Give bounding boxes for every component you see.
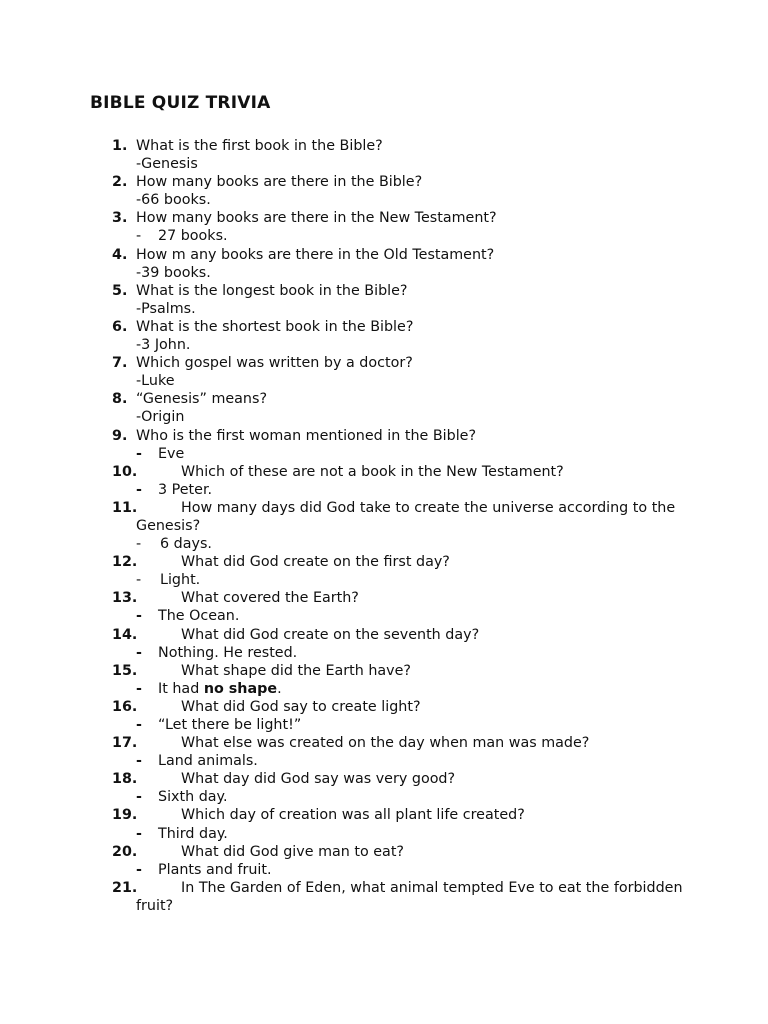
question-number: 4. xyxy=(112,246,128,263)
answer-text: Sixth day. xyxy=(158,789,228,806)
question-number: 16. xyxy=(112,698,138,715)
answer-dash: - xyxy=(136,228,142,245)
answer-line xyxy=(136,372,692,390)
quiz-item xyxy=(112,589,692,625)
answer-dash: - xyxy=(136,156,142,173)
answer-line xyxy=(136,227,692,245)
answer-line xyxy=(136,825,692,843)
question-number: 2. xyxy=(112,174,128,191)
question-text: What is the longest book in the Bible? xyxy=(136,282,408,299)
quiz-item xyxy=(112,499,692,553)
question-number: 3. xyxy=(112,210,128,227)
answer-line xyxy=(136,191,692,209)
question-number: 8. xyxy=(112,391,128,408)
quiz-item xyxy=(112,390,692,426)
answer-dash: - xyxy=(136,445,142,462)
question-text: Who is the first woman mentioned in the Bible? xyxy=(136,427,477,444)
quiz-item xyxy=(112,626,692,662)
answer-dash: - xyxy=(136,608,142,625)
answer-line xyxy=(136,408,692,426)
question-text: What did God create on the seventh day? xyxy=(181,626,480,643)
question-number: 15. xyxy=(112,662,138,679)
question-number: 10. xyxy=(112,463,138,480)
question-number: 9. xyxy=(112,427,128,444)
answer-text: Origin xyxy=(141,409,185,426)
answer-line xyxy=(136,155,692,173)
answer-line xyxy=(136,752,692,770)
answer-dash: - xyxy=(136,337,142,354)
quiz-item xyxy=(112,734,692,770)
quiz-item xyxy=(112,879,692,915)
answer-line xyxy=(136,680,692,698)
quiz-item xyxy=(112,806,692,842)
quiz-item xyxy=(112,246,692,282)
answer-text: 39 books. xyxy=(141,264,211,281)
answer-dash: - xyxy=(136,264,142,281)
answer-dash: - xyxy=(136,536,142,553)
answer-text: Psalms. xyxy=(141,300,196,317)
quiz-item xyxy=(112,463,692,499)
question-text: “Genesis” means? xyxy=(136,391,268,408)
answer-text: 3 John. xyxy=(141,337,191,354)
answer-dash: - xyxy=(136,409,142,426)
answer-line xyxy=(136,607,692,625)
answer-dash: - xyxy=(136,753,142,770)
answer-line xyxy=(136,445,692,463)
question-number: 7. xyxy=(112,355,128,372)
answer-dash: - xyxy=(136,825,142,842)
question-text: How many days did God take to create the universe according to the Genesis? xyxy=(136,499,676,534)
question-text: What is the first book in the Bible? xyxy=(136,138,383,154)
answer-text: Light. xyxy=(160,572,201,589)
answer-dash: - xyxy=(136,680,142,697)
quiz-list xyxy=(112,137,692,915)
answer-line xyxy=(136,571,692,589)
answer-dash: - xyxy=(136,300,142,317)
question-text: What did God give man to eat? xyxy=(181,843,405,860)
question-number: 19. xyxy=(112,807,138,824)
question-text: What did God say to create light? xyxy=(181,698,421,715)
answer-text: 27 books. xyxy=(158,228,228,245)
question-number: 5. xyxy=(112,282,128,299)
answer-dash: - xyxy=(136,644,142,661)
question-number: 14. xyxy=(112,626,138,643)
answer-text-post: . xyxy=(277,680,282,697)
quiz-item xyxy=(112,662,692,698)
question-text: How m any books are there in the Old Testament? xyxy=(136,246,495,263)
quiz-item xyxy=(112,282,692,318)
quiz-item xyxy=(112,137,692,173)
question-text: What covered the Earth? xyxy=(181,590,359,607)
quiz-item xyxy=(112,698,692,734)
quiz-item xyxy=(112,318,692,354)
answer-text: Nothing. He rested. xyxy=(158,644,298,661)
answer-line xyxy=(136,861,692,879)
question-number: 11. xyxy=(112,499,138,516)
answer-text xyxy=(158,681,282,697)
answer-text: Land animals. xyxy=(158,753,258,770)
quiz-item xyxy=(112,553,692,589)
quiz-item xyxy=(112,173,692,209)
question-text: What is the shortest book in the Bible? xyxy=(136,318,414,335)
answer-text: The Ocean. xyxy=(158,608,240,625)
answer-dash: - xyxy=(136,717,142,733)
answer-line xyxy=(136,481,692,499)
answer-dash: - xyxy=(136,572,142,589)
question-text: How many books are there in the New Testament? xyxy=(136,210,497,227)
question-text: Which of these are not a book in the New Testament? xyxy=(181,463,564,480)
answer-dash: - xyxy=(136,481,142,498)
answer-line xyxy=(136,336,692,354)
question-number: 20. xyxy=(112,843,138,860)
quiz-item xyxy=(112,209,692,245)
question-text: Which day of creation was all plant life created? xyxy=(181,807,525,824)
answer-dash: - xyxy=(136,192,142,209)
question-text: Which gospel was written by a doctor? xyxy=(136,355,413,372)
answer-text: Plants and fruit. xyxy=(158,861,272,878)
question-text: What else was created on the day when man was made? xyxy=(181,735,590,752)
answer-line xyxy=(136,535,692,553)
answer-line xyxy=(136,716,692,734)
answer-text: Genesis xyxy=(141,156,198,173)
question-text: How many books are there in the Bible? xyxy=(136,174,423,191)
question-number: 12. xyxy=(112,554,138,571)
answer-text: Luke xyxy=(141,373,175,390)
quiz-item xyxy=(112,843,692,879)
answer-text: “Let there be light!” xyxy=(158,717,302,733)
answer-text: 6 days. xyxy=(160,536,212,553)
answer-text-bold: no shape xyxy=(203,680,278,697)
question-number: 18. xyxy=(112,771,138,788)
answer-text-pre: It had xyxy=(158,680,204,697)
question-text: What shape did the Earth have? xyxy=(181,662,412,679)
question-number: 6. xyxy=(112,318,128,335)
answer-dash: - xyxy=(136,789,142,806)
question-text: What did God create on the first day? xyxy=(181,554,450,571)
page-title: BIBLE QUIZ TRIVIA xyxy=(90,93,271,113)
question-number: 17. xyxy=(112,735,138,752)
question-text: In The Garden of Eden, what animal tempted Eve to eat the forbidden fruit? xyxy=(136,879,683,914)
answer-line xyxy=(136,300,692,318)
quiz-item xyxy=(112,427,692,463)
answer-text: Eve xyxy=(158,445,185,462)
question-number: 21. xyxy=(112,879,138,896)
question-number: 1. xyxy=(112,138,128,154)
answer-text: 66 books. xyxy=(141,192,211,209)
quiz-item xyxy=(112,354,692,390)
question-text: What day did God say was very good? xyxy=(181,771,456,788)
answer-line xyxy=(136,644,692,662)
answer-line xyxy=(136,264,692,282)
answer-text: 3 Peter. xyxy=(158,481,213,498)
answer-line xyxy=(136,788,692,806)
answer-text: Third day. xyxy=(158,825,228,842)
question-number: 13. xyxy=(112,590,138,607)
answer-dash: - xyxy=(136,373,142,390)
answer-dash: - xyxy=(136,861,142,878)
quiz-item xyxy=(112,770,692,806)
